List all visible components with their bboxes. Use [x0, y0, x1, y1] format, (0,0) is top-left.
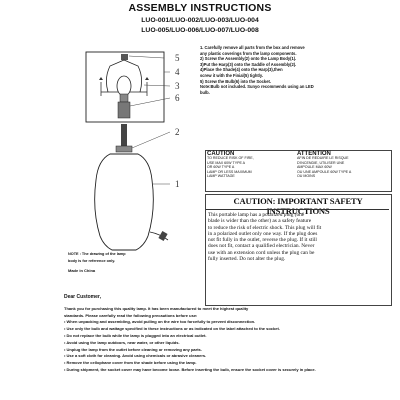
label-caution-heading: CAUTION	[207, 151, 235, 157]
caution-line: This portable lamp has a polarized plug (one	[208, 212, 305, 218]
document-title: ASSEMBLY INSTRUCTIONS	[128, 2, 272, 14]
note-line: body is for reference only.	[68, 259, 116, 263]
customer-letter	[64, 294, 394, 374]
step-line: Note:Bulb not included. Sunyo recommends using an LED	[200, 84, 314, 90]
label-line: OU MOINS	[297, 174, 316, 179]
letter-greeting: Dear Customer,	[64, 294, 101, 300]
assembly-steps	[200, 45, 396, 95]
callout-1: 1	[175, 179, 180, 189]
letter-line: Thank you for purchasing this quality lamp. It has been manufactured to meet the highest quality	[64, 305, 249, 311]
letter-line: • Avoid using the lamp outdoors, near water, or other liquids.	[64, 339, 180, 345]
caution-line: in a polarized outlet only one way. If the plug does	[208, 230, 318, 237]
lamp-socket	[118, 102, 130, 118]
step-line: 5) Screw the Bulb(6) into the Socket.	[200, 78, 271, 84]
caution-divider	[206, 209, 389, 210]
caution-body	[208, 212, 388, 262]
letter-line: • When unpacking and assembling, avoid pulling on the wire too forcefully to prevent disconnection.	[64, 319, 256, 325]
label-line: AFIN DE REDUIRE LE RISQUE	[297, 156, 349, 161]
label-line: AMPOULE MAX 60W	[297, 165, 332, 170]
label-line: OU UNE AMPOULE 60W TYPE A	[297, 169, 352, 174]
callout-5: 5	[175, 53, 180, 63]
callout-3: 3	[175, 81, 180, 91]
lamp-diagram	[0, 0, 200, 260]
step-line: any plastic coverings from the lamp components.	[200, 50, 297, 56]
callout-4: 4	[175, 67, 180, 77]
step-line: 3)Put the Harp(3) onto the Saddle of Assembly(2).	[200, 61, 297, 67]
label-attention-heading: ATTENTION	[297, 151, 331, 157]
drawing-note	[68, 251, 158, 265]
letter-line: • Use only the bulb and wattage specified in these instructions or as indicated on the label attached to the socket.	[64, 326, 280, 332]
model-numbers-line2: LUO-005/LUO-006/LUO-007/LUO-008	[141, 27, 259, 34]
label-line: LAMP OR LESS MAXIMUM	[207, 169, 252, 174]
caution-line: fully inserted. Do not alter the plug.	[208, 256, 286, 263]
note-line: NOTE : The drawing of the lamp	[68, 252, 126, 256]
wattage-label-english	[207, 152, 295, 178]
letter-line: • Unplug the lamp from the outlet before cleaning or removing any parts.	[64, 346, 202, 352]
made-in-label: Made in China	[68, 268, 96, 273]
lamp-body	[95, 154, 154, 250]
caution-line: not fit fully in the outlet, reverse the plug. If it still	[208, 237, 317, 244]
letter-line: • Do not replace the bulb while the lamp is plugged into an electrical outlet.	[64, 332, 207, 338]
label-line: D'INCENDIE, UTILISER UNE	[297, 160, 345, 165]
lamp-bulb	[117, 76, 131, 96]
label-line: OR 60W TYPE A	[207, 165, 235, 170]
caution-title: CAUTION: IMPORTANT SAFETY INSTRUCTIONS	[233, 196, 363, 216]
letter-line: • Remove the cellophane cover from the shade before using the lamp.	[64, 360, 197, 366]
lamp-assembly	[121, 124, 127, 146]
lamp-finial	[121, 54, 128, 60]
wattage-label-french	[297, 152, 389, 178]
letter-line: • Use a soft cloth for cleaning. Avoid using chemicals or abrasive cleaners.	[64, 353, 207, 359]
step-line: bulb.	[200, 89, 210, 95]
caution-line: use with an extension cord unless the plug can be	[208, 249, 315, 256]
step-line: 2) Screw the Assembly(2) onto the Lamp Body(1).	[200, 56, 297, 62]
step-line: 1. Carefully remove all parts from the box and remove	[200, 45, 305, 50]
callout-2: 2	[175, 127, 180, 137]
step-line: 4)Place the Shade(4) onto the Harp(3),then	[200, 67, 283, 73]
step-line: screw it with the Finial(5) tightly.	[200, 72, 263, 78]
callout-6: 6	[175, 93, 180, 103]
caution-line: to reduce the risk of electric shock. This plug will fit	[208, 224, 322, 231]
letter-line: standards. Please carefully read the following precautions before use:	[64, 312, 198, 318]
label-line: TO REDUCE RISK OF FIRE,	[207, 156, 254, 161]
label-line: LAMP WATTAGE	[207, 174, 235, 179]
letter-line: • During shipment, the socket cover may have become loose. Before inserting the bulb, ensure the socket cover is securely in place.	[64, 366, 316, 372]
caution-line: does not fit, contact a qualified electrician. Never	[208, 243, 315, 250]
caution-line: blade is wider than the other) as a safety feature	[208, 218, 312, 225]
label-line: USE MAX 60W TYPE A	[207, 160, 246, 165]
model-numbers-line1: LUO-001/LUO-002/LUO-003/LUO-004	[141, 17, 259, 24]
